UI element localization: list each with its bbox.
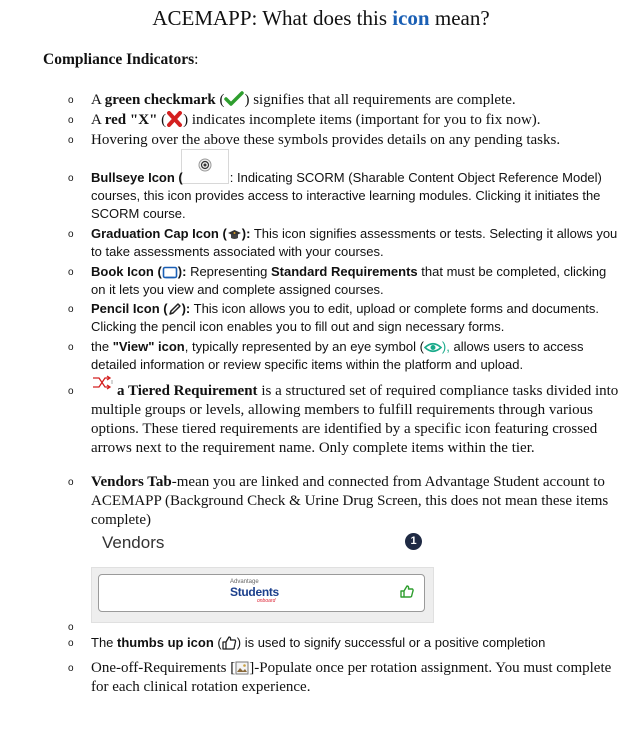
thumbs-up-icon — [222, 636, 237, 650]
pencil-icon — [168, 302, 182, 316]
list-item-view: the "View" icon, typically represented by an eye symbol ( ), allows users to access detailed information or review specific items within the platform and upload. — [91, 339, 584, 372]
bullet: o — [68, 229, 74, 240]
bullet: o — [68, 135, 74, 146]
bullet: o — [68, 477, 74, 488]
bullet: o — [68, 386, 74, 397]
page-title: ACEMAPP: What does this icon mean? — [152, 6, 490, 30]
bullet: o — [68, 342, 74, 353]
eye-icon — [424, 341, 442, 354]
bullet: o — [68, 95, 74, 106]
vendors-tab-title: Vendors — [102, 533, 165, 552]
vendors-count-badge: 1 — [405, 533, 422, 550]
book-icon — [162, 266, 178, 279]
list-item-graduation-cap: Graduation Cap Icon ( ): This icon signifies assessments or tests. Selecting it allows you to take assessments associated with your courses. — [91, 226, 618, 259]
vendor-logo-tagline: onboard — [257, 598, 276, 604]
list-item-book: Book Icon ( ): Representing Standard Requirements that must be completed, clicking on it lets you view and complete assigned courses. — [91, 264, 607, 297]
list-item-tiered: a Tiered Requirement is a structured set of required compliance tasks divided into multiple groups or levels, allowing members to fulfill requirements through various options. These tiered requirements are identified by a specific icon featuring crossed arrows next to the requirement name. Only complete items within the tier. — [91, 383, 619, 456]
checkmark-icon — [224, 91, 244, 107]
bullet: o — [68, 173, 74, 184]
list-item-one-off: One-off-Requirements [ ]-Populate once per rotation assignment. You must complete for each clinical rotation experience. — [91, 660, 612, 695]
graduation-cap-icon — [227, 228, 242, 241]
bullet: o — [68, 304, 74, 315]
list-item-checkmark: A green checkmark ( ) signifies that all requirements are complete. — [91, 92, 516, 108]
list-item-thumbs-up: The thumbs up icon ( ) is used to signify successful or a positive completion — [91, 635, 546, 650]
title-highlight: icon — [392, 6, 430, 30]
list-item-pencil: Pencil Icon ( ): This icon allows you to edit, upload or complete forms and documents. Clicking the pencil icon enables you to fill out and sign necessary forms. — [91, 301, 600, 334]
bullet: o — [68, 267, 74, 278]
image-placeholder-icon — [235, 661, 249, 675]
list-item-red-x: A red "X" ( ) indicates incomplete items (important for you to fix now). — [91, 112, 541, 128]
section-heading: Compliance Indicators: — [43, 51, 199, 68]
bullet: o — [68, 663, 74, 674]
red-x-icon — [166, 111, 183, 127]
vendor-logo: Students — [230, 585, 279, 599]
list-item-bullseye: Bullseye Icon ( : Indicating SCORM (Sharable Content Object Reference Model) courses, this icon provides access to interactive learning modules. Clicking it initiates the SCORM course. — [91, 170, 602, 221]
bullet: o — [68, 622, 74, 633]
vendor-logo-caption: Advantage — [230, 579, 259, 585]
list-item-hover: Hovering over the above these symbols provides details on any pending tasks. — [91, 132, 561, 148]
bullet: o — [68, 115, 74, 126]
list-item-vendors: Vendors Tab-mean you are linked and connected from Advantage Student account to ACEMAPP (Background Check & Urine Drug Screen, this does not mean these items complete) — [91, 474, 609, 528]
bullet: o — [68, 638, 74, 649]
thumbs-up-icon — [400, 585, 414, 598]
